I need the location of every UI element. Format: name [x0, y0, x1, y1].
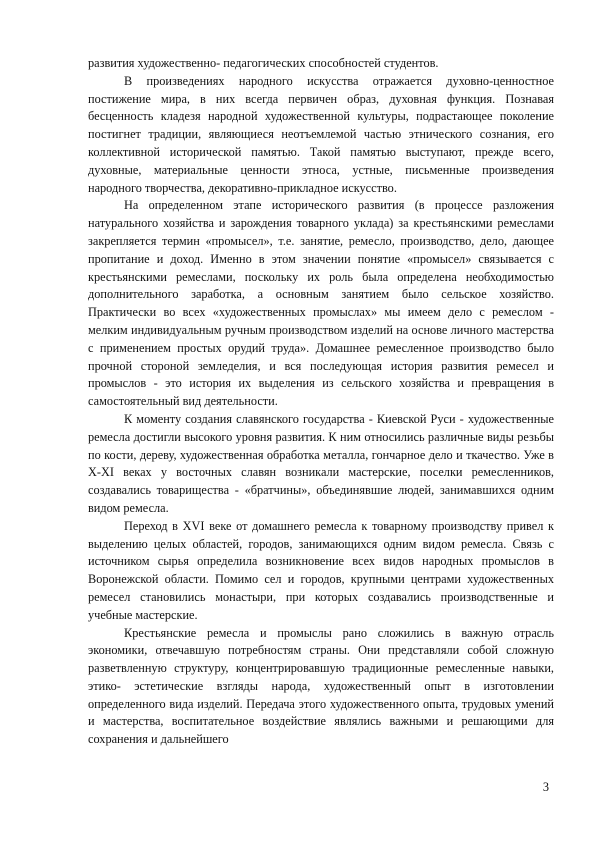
page-body-text — [88, 55, 554, 749]
paragraph-continuation: развития художественно- педагогических способностей студентов. — [88, 56, 439, 70]
paragraph-peasant-crafts: Крестьянские ремесла и промыслы рано сложились в важную отрасль экономики, отвечавшую потребностям страны. Они представляли собой сложную разветвленную структуру, концентрировавшую традиционные ремесленные навыки, этико- эстетические взгляды народа, художественный опыт в изготовлении определенного вида изделий. Передача этого художественного опыта, трудовых умений и мастерства, воспитательное воздействие являлись важными и решающими для сохранения и дальнейшего — [88, 625, 554, 747]
paragraph-kievan-rus: К моменту создания славянского государства - Киевской Руси - художественные ремесла достигли высокого уровня развития. К ним относились различные виды резьбы по кости, дереву, художественная обработка металла, гончарное дело и ткачество. Уже в X-XI веках у восточных славян возникали мастерские, поселки ремесленников, создавались товарищества - «братчины», объединявшие людей, занимавшихся одним видом ремесла. — [88, 411, 554, 515]
page-number: 3 — [542, 780, 549, 794]
paragraph-folk-art: В произведениях народного искусства отражается духовно-ценностное постижение мира, в них всегда первичен образ, духовная функция. Познавая бесценность кладезя народной художественной культуры, подрастающее поколение постигнет традиции, являющиеся неотъемлемой частью этнического сознания, его коллективной исторической памятью. Такой памятью выступают, прежде всего, духовные, материальные ценности этноса, устные, письменные произведения народного творчества, декоративно-прикладное искусство. — [88, 73, 554, 195]
paragraph-promysel-term: На определенном этапе исторического развития (в процессе разложения натурального хозяйства и зарождения товарного уклада) за крестьянскими ремеслами закрепляется термин «промысел», т.е. занятие, ремесло, производство, дело, дающее пропитание и доход. Именно в этом значении понятие «промысел» связывается с крестьянскими ремеслами, поскольку их роль была определена необходимостью дополнительного заработка, а основным занятием было сельское хозяйство. Практически во всех «художественных промыслах» мы имеем дело с ремеслом - мелким индивидуальным ручным производством изделий на основе личного мастерства с применением простых орудий труда». Домашнее ремесленное производство было прочной стороной земледелия, и вся последующая история развития ремесел и промыслов - это история их выделения из сельского хозяйства и превращения в самостоятельный вид деятельности. — [88, 198, 554, 409]
paragraph-xvi-century: Переход в XVI веке от домашнего ремесла к товарному производству привел к выделению целых областей, городов, занимающихся одним видом ремесла. Связь с источником сырья определила возникновение всех видов народных промыслов в Воронежской области. Помимо сел и городов, крупными центрами художественных ремесел становились монастыри, при которых создавались производственные и учебные мастерские. — [88, 518, 554, 622]
